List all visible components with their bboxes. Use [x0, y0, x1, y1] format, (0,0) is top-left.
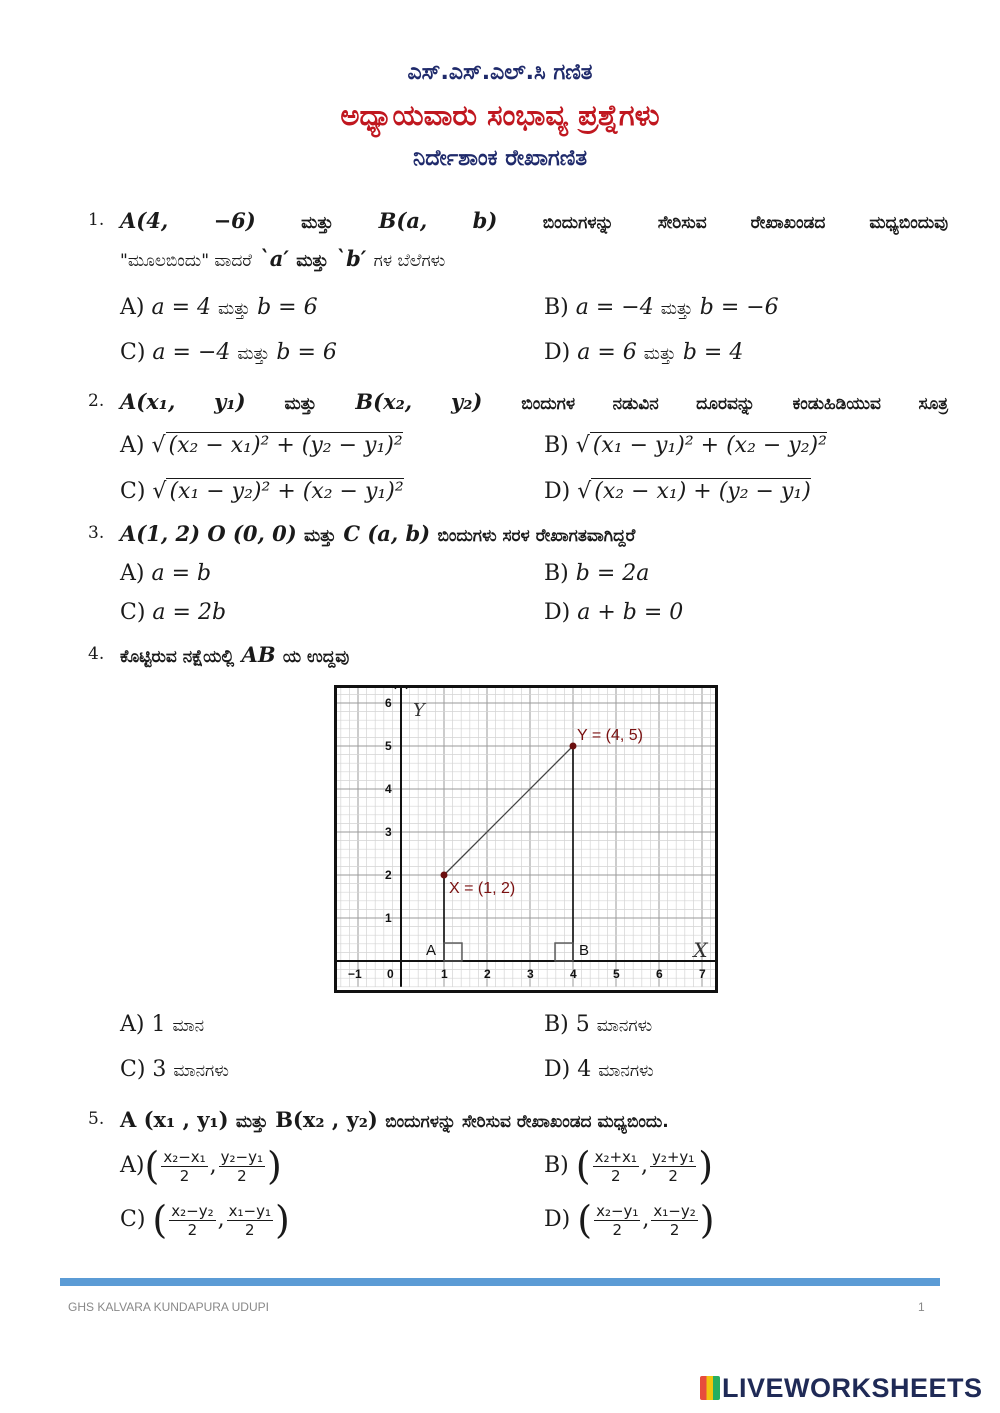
y-tick-label: 1 [385, 911, 392, 925]
q3-option-b[interactable]: B) b = 2a [544, 561, 650, 586]
q2-option-a[interactable]: A) √ (x₂ − x₁)² + (y₂ − y₁)² [120, 433, 403, 458]
question-3-text: ಬಿಂದುಗಳು ಸರಳ ರೇಖಾಗತವಾಗಿದ್ದರೆ [437, 526, 636, 546]
q4-option-d[interactable]: D) 4 ಮಾನಗಳು [544, 1057, 654, 1082]
question-1-line2 [120, 241, 948, 279]
point-b: B(x₂, y₂) [355, 389, 483, 414]
right-angle-mark [555, 943, 573, 961]
q2-option-d[interactable]: D) √ (x₂ − x₁) + (y₂ − y₁) [544, 479, 811, 504]
point-a: A(4, −6) [120, 208, 256, 233]
brand-logo[interactable] [700, 1373, 983, 1404]
point-label: X = (1, 2) [449, 880, 516, 897]
q3-option-a[interactable]: A) a = b [120, 561, 212, 586]
x-axis-label: X [693, 938, 708, 962]
question-1-text2: "ಮೂಲಬಿಂದು" ವಾದರೆ [120, 251, 252, 271]
question-4-line [120, 637, 948, 675]
x-tick-label: 3 [527, 967, 534, 981]
q5-option-b[interactable]: B) ( $\frac{\text{x₂+x₁}}{2}$ , $\frac{\text{y₂+y₁}}{2}$ ) [544, 1144, 714, 1188]
footer-rule [60, 1278, 940, 1286]
q2-option-b[interactable]: B) √ (x₁ − y₁)² + (x₂ − y₂)² [544, 433, 827, 458]
point-b: B(x₂ , y₂) [275, 1107, 378, 1132]
q1-option-c[interactable]: C) a = −4 ಮತ್ತು b = 6 [120, 340, 337, 365]
q2-option-c[interactable]: C) √ (x₁ − y₂)² + (x₂ − y₁)² [120, 479, 404, 504]
y-tick-label: 2 [385, 868, 392, 882]
var-b: `b′ [335, 246, 367, 271]
question-5-line [120, 1102, 948, 1140]
point-x [441, 872, 448, 879]
question-3-line [120, 516, 948, 554]
and-word: ಮತ್ತು [235, 1112, 268, 1132]
point-c: C (a, b) [343, 521, 431, 546]
question-number: 5. [88, 1109, 105, 1129]
q4-option-c[interactable]: C) 3 ಮಾನಗಳು [120, 1057, 229, 1082]
graph-svg [337, 688, 715, 990]
foot-label: B [579, 942, 590, 959]
x-tick-label: 0 [387, 967, 394, 981]
q1-option-a[interactable]: A) a = 4 ಮತ್ತು b = 6 [120, 295, 318, 320]
x-tick-label: −1 [348, 967, 362, 981]
question-1-text3: ಗಳ ಬೆಲೆಗಳು [373, 251, 446, 271]
question-1-line1 [120, 203, 948, 241]
q1-option-d[interactable]: D) a = 6 ಮತ್ತು b = 4 [544, 340, 744, 365]
q4-option-a[interactable]: A) 1 ಮಾನ [120, 1012, 205, 1037]
header-chapter: ನಿರ್ದೇಶಾಂಕ ರೇಖಾಗಣಿತ [413, 146, 587, 171]
x-tick-label: 4 [570, 967, 577, 981]
q4-option-b[interactable]: B) 5 ಮಾನಗಳು [544, 1012, 653, 1037]
question-1-text: ಬಿಂದುಗಳನ್ನು ಸೇರಿಸುವ ರೇಖಾಖಂಡದ ಮಧ್ಯಬಿಂದುವು [542, 213, 949, 233]
y-tick-label: 5 [385, 739, 392, 753]
question-5-text: ಬಿಂದುಗಳನ್ನು ಸೇರಿಸುವ ರೇಖಾಖಂಡದ ಮಧ್ಯಬಿಂದು. [385, 1112, 669, 1132]
x-tick-label: 5 [613, 967, 620, 981]
question-number: 3. [88, 523, 105, 543]
question-4-text1: ಕೊಟ್ಟಿರುವ ನಕ್ಷೆಯಲ್ಲಿ [120, 647, 235, 667]
point-y [570, 743, 577, 750]
question-1 [88, 203, 948, 279]
right-angle-mark [444, 943, 462, 961]
footer-school: GHS KALVARA KUNDAPURA UDUPI [68, 1300, 269, 1314]
x-tick-label: 1 [441, 967, 448, 981]
graph [334, 685, 718, 993]
and-word: ಮತ್ತು [303, 526, 336, 546]
header-title: ಅಧ್ಯಾಯವಾರು ಸಂಭಾವ್ಯ ಪ್ರಶ್ನೆಗಳು [340, 98, 660, 132]
page-number: 1 [918, 1300, 925, 1314]
and-word: ಮತ್ತು [284, 394, 317, 414]
q3-option-c[interactable]: C) a = 2b [120, 600, 227, 625]
q3-option-d[interactable]: D) a + b = 0 [544, 600, 684, 625]
point-b: B(a, b) [378, 208, 498, 233]
question-number: 4. [88, 644, 105, 664]
question-4 [88, 637, 948, 675]
question-number: 1. [88, 210, 105, 230]
y-axis-label: Y [413, 699, 425, 721]
point-label: Y = (4, 5) [577, 727, 643, 744]
x-tick-label: 7 [699, 967, 706, 981]
brand-icon [700, 1376, 720, 1400]
question-2-line [120, 384, 948, 422]
y-tick-label: 3 [385, 825, 392, 839]
header-subject: ಎಸ್.ಎಸ್.ಎಲ್.ಸಿ ಗಣಿತ [407, 60, 593, 85]
q5-option-a[interactable]: A)( $\frac{\text{x₂−x₁}}{2}$ , $\frac{\text{y₂−y₁}}{2}$ ) [120, 1144, 282, 1188]
points-a-o: A(1, 2) O (0, 0) [120, 521, 297, 546]
question-number: 2. [88, 391, 105, 411]
question-3 [88, 516, 948, 554]
x-tick-label: 6 [656, 967, 663, 981]
q1-option-b[interactable]: B) a = −4 ಮತ್ತು b = −6 [544, 295, 779, 320]
q5-option-d[interactable]: D) ( $\frac{\text{x₂−y₁}}{2}$ , $\frac{\text{x₁−y₂}}{2}$ ) [544, 1198, 715, 1242]
foot-label: A [426, 942, 437, 959]
brand-text: LIVEWORKSHEETS [722, 1373, 983, 1403]
question-4-text2: ಯ ಉದ್ದವು [282, 647, 350, 667]
question-5 [88, 1102, 948, 1140]
question-2 [88, 384, 948, 422]
segment-ab: AB [241, 642, 276, 667]
point-a: A (x₁ , y₁) [120, 1107, 229, 1132]
and-word: ಮತ್ತು [301, 213, 334, 233]
q5-option-c[interactable]: C) ( $\frac{\text{x₂−y₂}}{2}$ , $\frac{\text{x₁−y₁}}{2}$ ) [120, 1198, 290, 1242]
x-tick-label: 2 [484, 967, 491, 981]
var-a: `a′ [259, 246, 289, 271]
question-2-text: ಬಿಂದುಗಳ ನಡುವಿನ ದೂರವನ್ನು ಕಂಡುಹಿಡಿಯುವ ಸೂತ್ರ [521, 394, 949, 414]
point-a: A(x₁, y₁) [120, 389, 246, 414]
and-word: ಮತ್ತು [296, 251, 329, 271]
segment-xy [444, 746, 573, 875]
y-tick-label: 6 [385, 696, 392, 710]
y-tick-label: 4 [385, 782, 392, 796]
